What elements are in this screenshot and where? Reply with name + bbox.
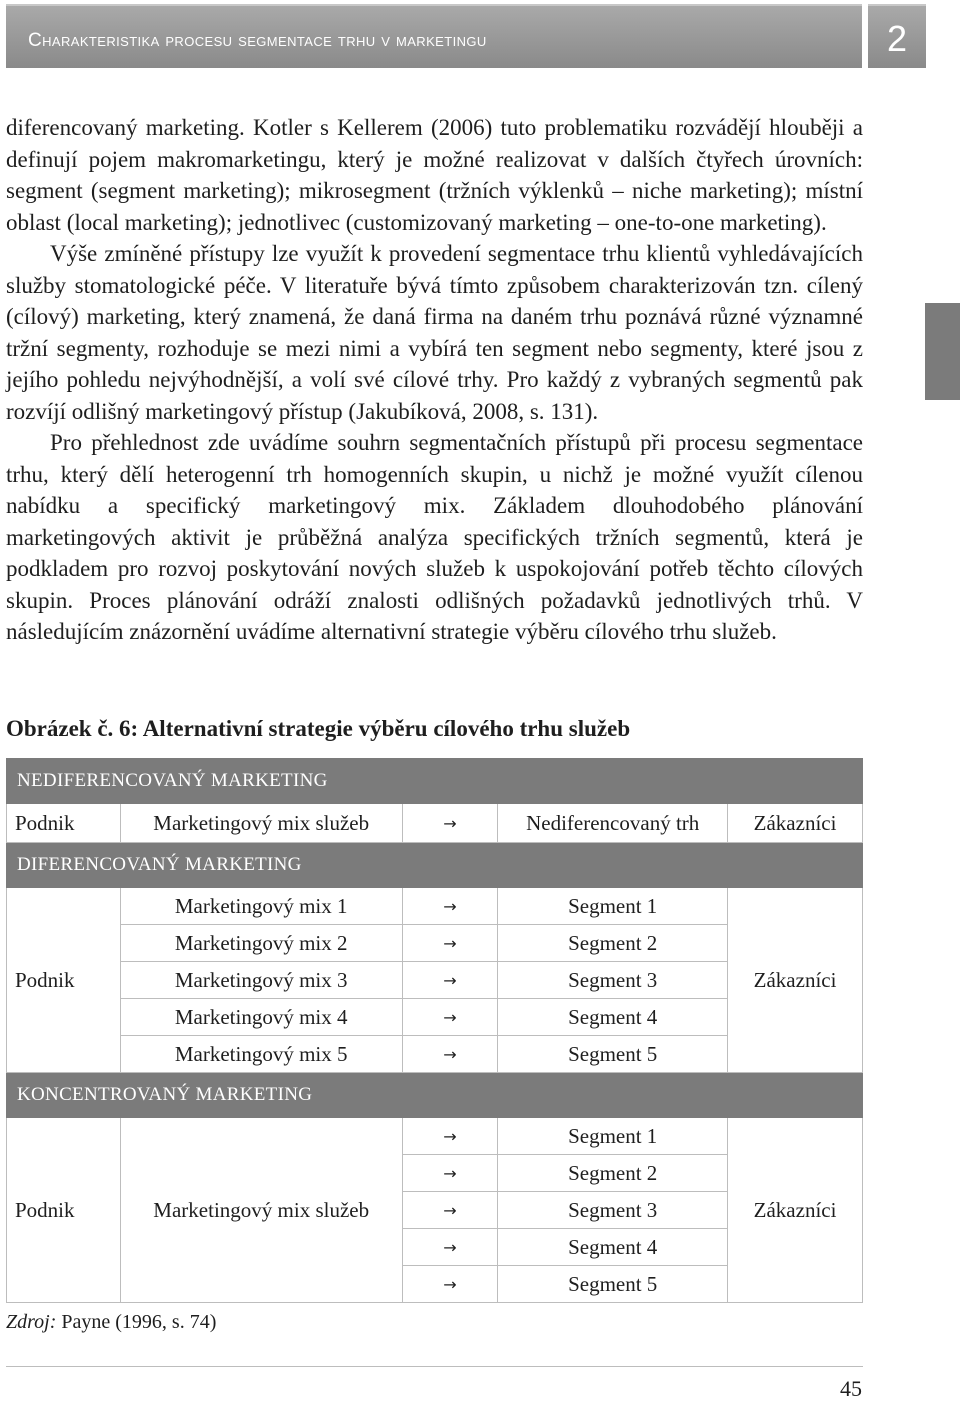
mix-cell: Marketingový mix služeb [120,804,402,843]
segment-cell: Segment 1 [498,1118,728,1155]
section-header-concentrated: KONCENTROVANÝ MARKETING [7,1073,863,1118]
strategy-table [6,758,863,1303]
section-header-differentiated: DIFERENCOVANÝ MARKETING [7,843,863,888]
customers-cell: Zákazníci [728,888,863,1073]
mix-cell: Marketingový mix 2 [120,925,402,962]
segment-cell: Segment 5 [498,1036,728,1073]
customers-cell: Zákazníci [728,804,863,843]
arrow-icon: → [402,804,498,843]
segment-cell: Segment 5 [498,1266,728,1303]
body-text [6,112,863,648]
mix-cell: Marketingový mix 3 [120,962,402,999]
arrow-icon: → [402,925,498,962]
segment-cell: Segment 1 [498,888,728,925]
company-cell: Podnik [7,1118,121,1303]
section-header-undifferentiated: NEDIFERENCOVANÝ MARKETING [7,759,863,804]
paragraph: Výše zmíněné přístupy lze využít k provedení segmentace trhu klientů vyhledávajících služby stomatologické péče. V literatuře bývá tímto způsobem charakterizován tzn. cílený (cílový) marketing, který znamená, že daná firma na daném trhu poznává různé významné tržní segmenty, rozhoduje se mezi nimi a vybírá ten segment nebo segmenty, které jsou z jejího pohledu nejvýhodnější, a volí své cílové trhy. Pro každý z vybraných segmentů pak rozvíjí odlišný marketingový přístup (Jakubíková, 2008, s. 131). [6,241,863,424]
mix-cell: Marketingový mix 4 [120,999,402,1036]
chapter-number-box [868,4,926,68]
arrow-icon: → [402,888,498,925]
paragraph: diferencovaný marketing. Kotler s Kellerem (2006) tuto problematiku rozvádějí hlouběji a definují pojem makromarketingu, který je možné realizovat v dalších čtyřech úrovních: segment (segment marketing); mikrosegment (tržních výklenků – niche marketing); místní oblast (local marketing); jednotlivec (customizovaný marketing – one-to-one marketing). [6,115,863,235]
arrow-icon: → [402,962,498,999]
source-label: Zdroj: [6,1311,57,1333]
company-cell: Podnik [7,888,121,1073]
arrow-icon: → [402,1229,498,1266]
running-header [6,4,862,68]
page-number: 45 [840,1376,862,1401]
company-cell: Podnik [7,804,121,843]
mix-cell: Marketingový mix 1 [120,888,402,925]
segment-cell: Segment 4 [498,999,728,1036]
arrow-icon: → [402,1266,498,1303]
arrow-icon: → [402,1118,498,1155]
figure-source [6,1311,216,1334]
figure-caption: Obrázek č. 6: Alternativní strategie výběru cílového trhu služeb [6,716,631,741]
chapter-number: 2 [886,18,908,59]
chapter-title: Charakteristika procesu segmentace trhu v marketingu [28,30,487,51]
segment-cell: Segment 4 [498,1229,728,1266]
customers-cell: Zákazníci [728,1118,863,1303]
side-thumb-tab [925,303,960,400]
footer-rule [6,1366,863,1367]
arrow-icon: → [402,1192,498,1229]
paragraph: Pro přehlednost zde uvádíme souhrn segmentačních přístupů při procesu segmentace trhu, který dělí heterogenní trh homogenních skupin, u nichž je možné využít cílenou nabídku a specifický marketingový mix. Základem dlouhodobého plánování marketingových aktivit je průběžná analýza specifických tržních segmentů, která je podkladem pro rozvoj poskytování nových služeb k uspokojování potřeb těchto cílových skupin. Proces plánování odráží znalosti odlišných požadavků jednotlivých trhů. V následujícím znázornění uvádíme alternativní strategie výběru cílového trhu služeb. [6,430,863,644]
mix-cell: Marketingový mix 5 [120,1036,402,1073]
arrow-icon: → [402,1036,498,1073]
segment-cell: Segment 3 [498,962,728,999]
arrow-icon: → [402,1155,498,1192]
arrow-icon: → [402,999,498,1036]
segment-cell: Segment 2 [498,1155,728,1192]
market-cell: Nediferencovaný trh [498,804,728,843]
segment-cell: Segment 3 [498,1192,728,1229]
segment-cell: Segment 2 [498,925,728,962]
source-text: Payne (1996, s. 74) [56,1311,217,1333]
mix-cell: Marketingový mix služeb [120,1118,402,1303]
